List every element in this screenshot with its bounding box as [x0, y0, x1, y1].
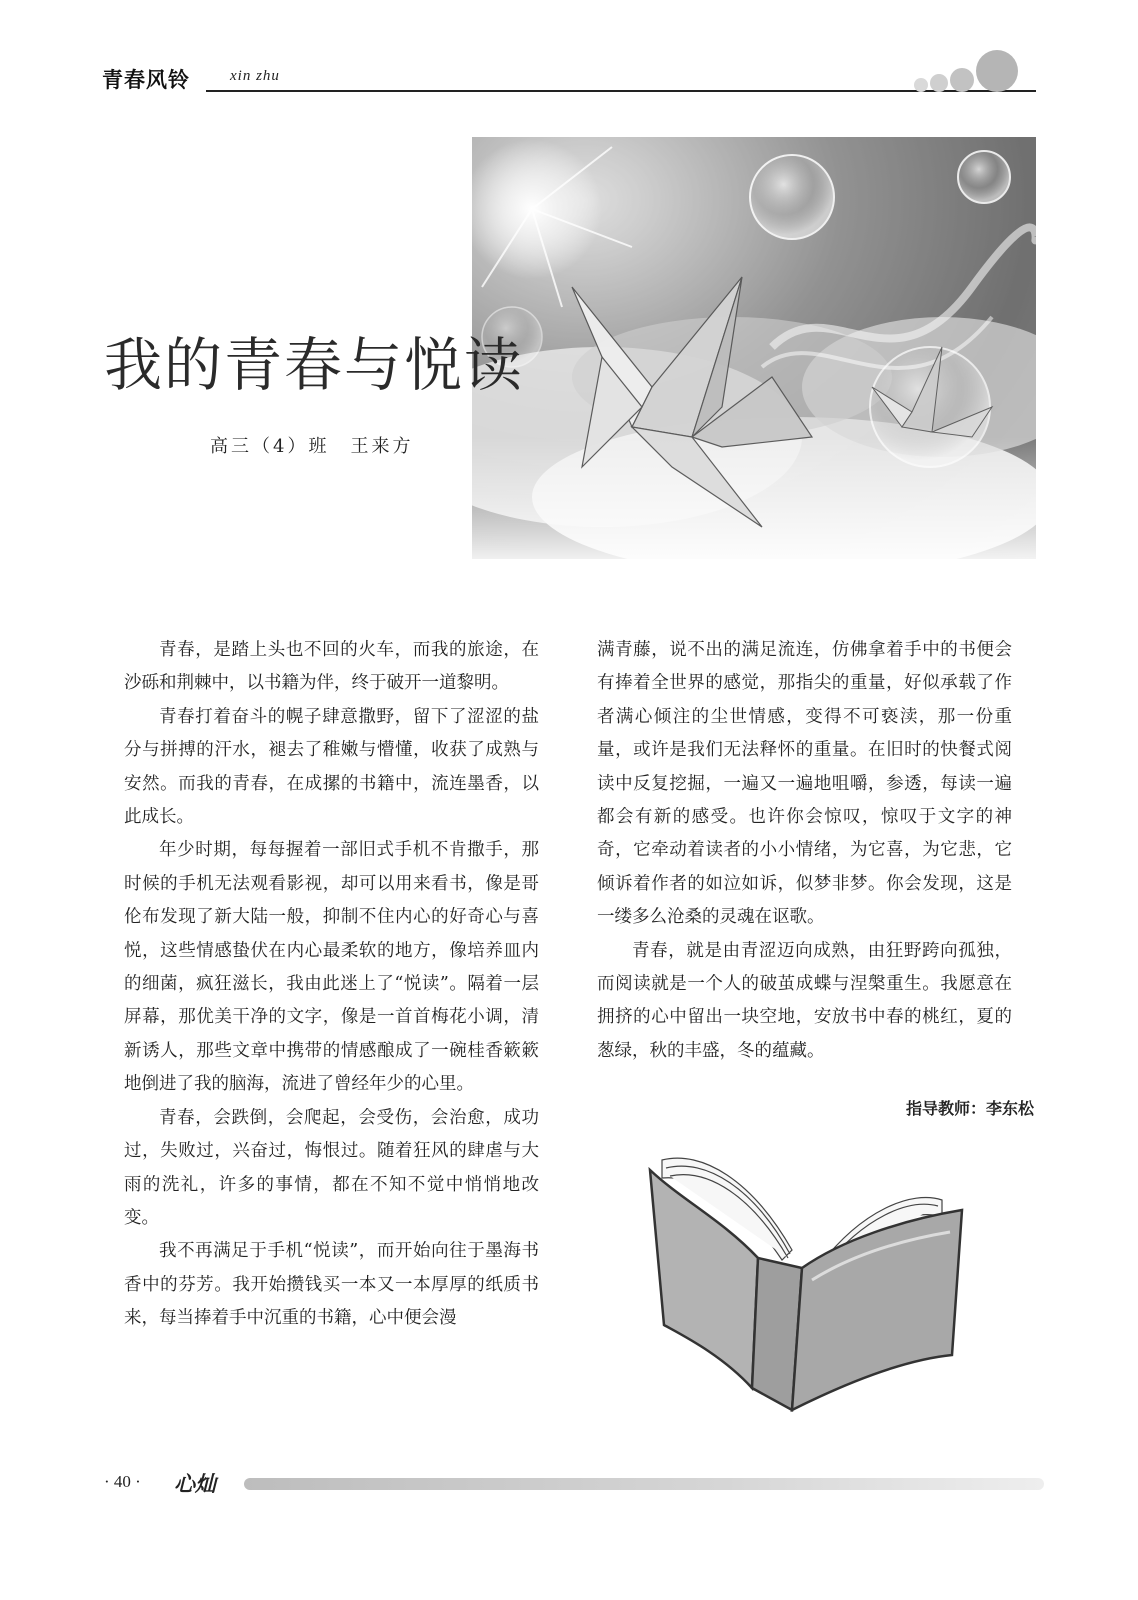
page-header [102, 62, 1036, 102]
paragraph: 青春打着奋斗的幌子肆意撒野，留下了涩涩的盐分与拼搏的汗水，褪去了稚嫩与懵懂，收获了成熟与安然。而我的青春，在成摞的书籍中，流连墨香，以此成长。 [124, 706, 539, 828]
paragraph: 满青藤，说不出的满足流连，仿佛拿着手中的书便会有捧着全世界的感觉，那指尖的重量，好似承载了作者满心倾注的尘世情感，变得不可亵渎，那一份重量，或许是我们无法释怀的重量。在旧时的快餐式阅读中反复挖掘，一遍又一遍地咀嚼，参透，每读一遍都会有新的感受。也许你会惊叹，惊叹于文字的神奇，它牵动着读者的小小情绪，为它喜，为它悲，它倾诉着作者的如泣如诉，似梦非梦。你会发现，这是一缕多么沧桑的灵魂在讴歌。 [597, 640, 1012, 928]
origami-crane-illustration [472, 137, 1036, 559]
header-rule [206, 90, 1036, 92]
page-number: · 40 · [104, 1472, 141, 1491]
open-book-icon [642, 1140, 987, 1418]
section-pinyin: xin zhu [230, 68, 280, 84]
header-dot [976, 50, 1018, 92]
section-name: 青春风铃 [102, 68, 190, 92]
article-title: 我的青春与悦读 [104, 331, 525, 399]
header-dot [930, 74, 948, 92]
magazine-name: 心灿 [174, 1471, 216, 1496]
paragraph: 青春，就是由青涩迈向成熟，由狂野跨向孤独，而阅读就是一个人的破茧成蝶与涅槃重生。我愿意在拥挤的心中留出一块空地，安放书中春的桃红，夏的葱绿，秋的丰盛，冬的蕴藏。 [597, 940, 1012, 1061]
paragraph: 青春，会跌倒，会爬起，会受伤，会治愈，成功过，失败过，兴奋过，悔恨过。随着狂风的肆虐与大雨的洗礼，许多的事情，都在不知不觉中悄悄地改变。 [124, 1107, 539, 1228]
book-illustration [642, 1140, 987, 1418]
paragraph: 年少时期，每每握着一部旧式手机不肯撒手，那时候的手机无法观看影视，却可以用来看书，像是哥伦布发现了新大陆一般，抑制不住内心的好奇心与喜悦，这些情感蛰伏在内心最柔软的地方，像培养皿内的细菌，疯狂滋长，我由此迷上了“悦读”。隔着一层屏幕，那优美干净的文字，像是一首首梅花小调，清新诱人，那些文章中携带的情感酿成了一碗桂香簌簌地倒进了我的脑海，流进了曾经年少的心里。 [124, 840, 539, 1095]
hero-image [472, 137, 1036, 559]
advisor-credit: 指导教师：李东松 [905, 1099, 1034, 1118]
paragraph: 青春，是踏上头也不回的火车，而我的旅途，在沙砾和荆棘中，以书籍为伴，终于破开一道黎明。 [124, 640, 539, 694]
footer-bar [244, 1478, 1044, 1490]
page-footer [104, 1466, 1038, 1496]
paragraph: 我不再满足于手机“悦读”，而开始向往于墨海书香中的芬芳。我开始攒钱买一本又一本厚厚的纸质书来，每当捧着手中沉重的书籍，心中便会漫 [124, 1241, 539, 1329]
header-dot [914, 78, 928, 92]
article-byline: 高三（4）班 王来方 [210, 436, 414, 457]
header-dot [950, 68, 974, 92]
article-column-left [124, 634, 539, 1336]
article-column-right [597, 634, 1012, 1068]
